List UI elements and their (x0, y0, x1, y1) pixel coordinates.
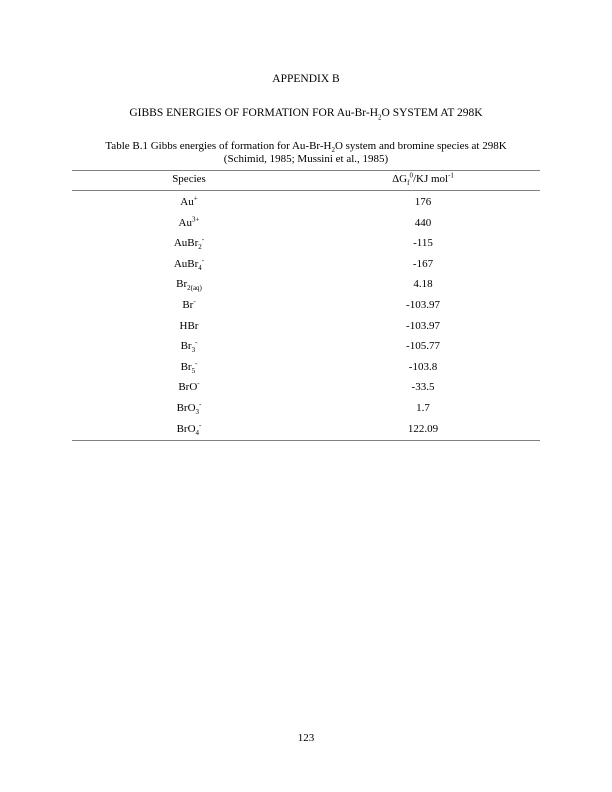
species-cell (72, 297, 306, 313)
table-caption-line-1 (72, 140, 540, 153)
page-number: 123 (297, 732, 315, 744)
caption-text-end: O system and bromine species at 298K (334, 140, 507, 152)
species-cell (72, 359, 306, 375)
gibbs-energy-cell: 1.7 (416, 401, 430, 414)
species-subscript: 3 (191, 346, 196, 355)
species-charge: - (195, 359, 198, 368)
species-charge: - (201, 235, 205, 244)
gibbs-energy-cell: -33.5 (411, 381, 435, 394)
species-charge: - (195, 338, 198, 347)
section-title-subscript: 2 (378, 113, 382, 122)
species-formula: BrO (176, 422, 196, 435)
table-bottom-rule (72, 440, 540, 441)
table-header-rule (72, 190, 540, 191)
species-charge: 3+ (192, 214, 200, 223)
species-cell (72, 276, 306, 292)
table-row (72, 213, 540, 234)
table-row (72, 274, 540, 295)
species-charge: - (199, 420, 202, 429)
table-row (72, 357, 540, 378)
species-formula: Br (180, 340, 192, 353)
species-subscript: 4 (195, 428, 200, 437)
table-caption (72, 140, 540, 165)
table-row (72, 377, 540, 398)
header-subscript-f: f (407, 179, 410, 188)
caption-subscript: 2 (331, 146, 335, 155)
species-formula: Br (180, 360, 192, 373)
species-cell (72, 194, 306, 210)
gibbs-energy-cell: -115 (413, 237, 433, 250)
species-charge: - (201, 256, 205, 265)
section-title-text: GIBBS ENERGIES OF FORMATION FOR Au-Br-H (129, 107, 379, 119)
species-cell (72, 338, 306, 354)
species-cell (72, 215, 306, 231)
header-unit-exponent: -1 (448, 171, 454, 180)
species-cell (72, 235, 306, 251)
table-row (72, 419, 540, 440)
species-formula: Br (182, 298, 194, 311)
gibbs-energy-cell: 440 (414, 216, 432, 229)
header-delta-g: ΔG (392, 173, 408, 185)
gibbs-energy-cell: 122.09 (407, 422, 439, 435)
species-charge: - (193, 297, 196, 306)
header-unit: /KJ mol (412, 173, 449, 185)
table-row (72, 295, 540, 316)
species-subscript: 2(aq) (187, 284, 202, 293)
species-formula: Au (180, 196, 194, 208)
species-charge: - (197, 379, 200, 388)
gibbs-energy-cell: -105.77 (406, 340, 440, 353)
table-body (72, 192, 540, 439)
section-title (0, 107, 612, 122)
table-caption-line-2: (Schimid, 1985; Mussini et al., 1985) (223, 152, 389, 165)
header-species: Species (172, 173, 206, 185)
species-formula: AuBr (173, 237, 199, 250)
species-subscript: 5 (191, 366, 196, 375)
species-subscript: 2 (198, 243, 202, 252)
species-charge: + (193, 194, 198, 203)
gibbs-energy-cell: -103.8 (408, 360, 438, 373)
table-row (72, 192, 540, 213)
species-subscript: 4 (198, 263, 202, 272)
gibbs-energy-cell: -167 (412, 257, 434, 270)
species-cell (72, 421, 306, 437)
gibbs-energy-cell: 4.18 (413, 278, 433, 291)
gibbs-energy-cell: 176 (414, 196, 432, 208)
gibbs-energy-cell: -103.97 (406, 319, 440, 332)
table-top-rule (72, 170, 540, 171)
species-charge: - (199, 400, 202, 409)
appendix-title: APPENDIX B (272, 73, 340, 85)
species-formula: BrO (176, 401, 196, 414)
species-formula: BrO (178, 381, 198, 394)
caption-text: Table B.1 Gibbs energies of formation for Au-Br-H (105, 140, 332, 152)
species-subscript: 3 (195, 408, 200, 417)
table-row (72, 254, 540, 275)
header-gibbs-energy (306, 171, 540, 188)
species-formula: HBr (179, 319, 199, 332)
species-formula: Au (178, 216, 192, 229)
table-row (72, 398, 540, 419)
species-formula: Br (176, 278, 188, 291)
table-row (72, 233, 540, 254)
species-cell (72, 400, 306, 416)
species-cell (72, 379, 306, 395)
species-cell (72, 318, 306, 334)
species-formula: AuBr (173, 257, 199, 270)
table-header-row (72, 173, 540, 189)
gibbs-energy-cell: -103.97 (406, 298, 440, 311)
table-row (72, 316, 540, 337)
header-superscript-0: 0 (409, 171, 413, 180)
species-cell (72, 256, 306, 272)
section-title-text-end: O SYSTEM AT 298K (381, 107, 483, 119)
table-row (72, 336, 540, 357)
